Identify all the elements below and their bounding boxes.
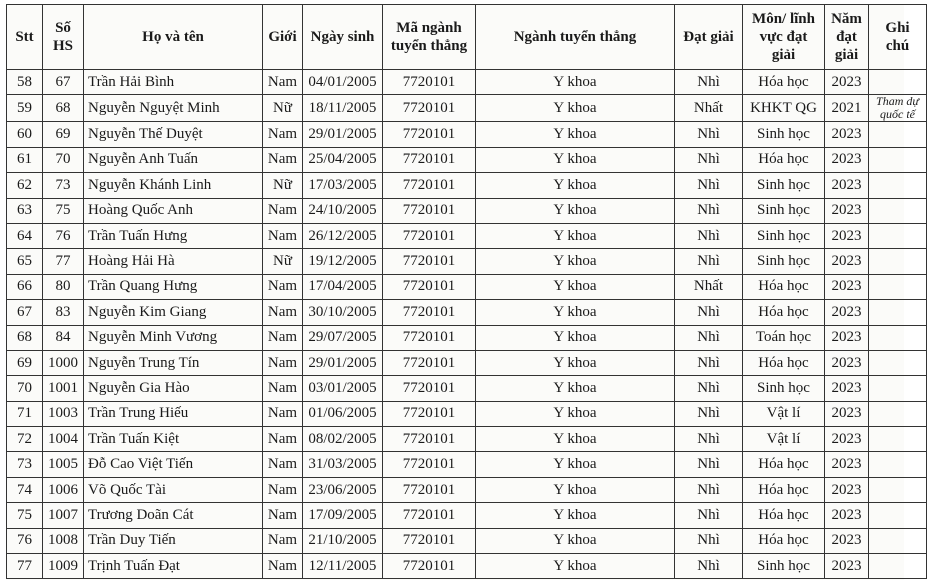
cell-ma-nganh: 7720101 <box>383 427 476 452</box>
cell-gioi: Nam <box>263 401 303 426</box>
cell-ma-nganh: 7720101 <box>383 528 476 553</box>
cell-ghi-chu <box>869 198 927 223</box>
cell-dat-giai: Nhì <box>675 249 743 274</box>
cell-stt: 71 <box>7 401 43 426</box>
cell-gioi: Nam <box>263 477 303 502</box>
cell-ma-nganh: 7720101 <box>383 350 476 375</box>
cell-mon: Hóa học <box>743 503 825 528</box>
cell-ghi-chu <box>869 350 927 375</box>
cell-dat-giai: Nhì <box>675 350 743 375</box>
cell-stt: 73 <box>7 452 43 477</box>
cell-ho-ten: Trịnh Tuấn Đạt <box>84 554 263 579</box>
cell-gioi: Nam <box>263 554 303 579</box>
header-ma-nganh-line1: Mã ngành <box>396 20 462 36</box>
student-table <box>6 4 927 579</box>
cell-stt: 70 <box>7 376 43 401</box>
cell-so-hs: 69 <box>43 122 84 147</box>
cell-ngay-sinh: 25/04/2005 <box>303 147 383 172</box>
cell-ho-ten: Nguyễn Kim Giang <box>84 300 263 325</box>
cell-ho-ten: Nguyễn Minh Vương <box>84 325 263 350</box>
cell-ngay-sinh: 29/07/2005 <box>303 325 383 350</box>
cell-ngay-sinh: 29/01/2005 <box>303 122 383 147</box>
cell-nam: 2023 <box>825 350 869 375</box>
cell-gioi: Nam <box>263 452 303 477</box>
cell-ho-ten: Nguyễn Thế Duyệt <box>84 122 263 147</box>
cell-so-hs: 76 <box>43 223 84 248</box>
cell-mon: Sinh học <box>743 249 825 274</box>
cell-ma-nganh: 7720101 <box>383 198 476 223</box>
cell-ma-nganh: 7720101 <box>383 147 476 172</box>
cell-ho-ten: Nguyễn Trung Tín <box>84 350 263 375</box>
cell-ghi-chu <box>869 528 927 553</box>
table-row <box>7 401 927 426</box>
cell-mon: Vật lí <box>743 427 825 452</box>
cell-nganh: Y khoa <box>476 376 675 401</box>
cell-gioi: Nam <box>263 70 303 95</box>
cell-ngay-sinh: 23/06/2005 <box>303 477 383 502</box>
cell-so-hs: 1001 <box>43 376 84 401</box>
cell-ho-ten: Trần Tuấn Hưng <box>84 223 263 248</box>
cell-gioi: Nữ <box>263 95 303 122</box>
cell-stt: 69 <box>7 350 43 375</box>
cell-so-hs: 1007 <box>43 503 84 528</box>
cell-dat-giai: Nhì <box>675 554 743 579</box>
cell-so-hs: 75 <box>43 198 84 223</box>
cell-gioi: Nam <box>263 300 303 325</box>
header-ma-nganh-line2: tuyển thẳng <box>390 38 468 54</box>
header-row <box>7 5 927 70</box>
cell-ghi-chu: Tham dự quốc tế <box>869 95 927 122</box>
cell-nganh: Y khoa <box>476 274 675 299</box>
cell-ma-nganh: 7720101 <box>383 95 476 122</box>
cell-mon: Toán học <box>743 325 825 350</box>
header-so-hs-line2: HS <box>52 38 73 54</box>
cell-ghi-chu <box>869 376 927 401</box>
header-ma-nganh <box>383 5 476 70</box>
cell-nganh: Y khoa <box>476 554 675 579</box>
cell-ho-ten: Trần Tuấn Kiệt <box>84 427 263 452</box>
cell-ghi-chu <box>869 274 927 299</box>
cell-stt: 62 <box>7 173 43 198</box>
cell-mon: Hóa học <box>743 452 825 477</box>
cell-mon: Sinh học <box>743 173 825 198</box>
cell-so-hs: 1006 <box>43 477 84 502</box>
cell-ghi-chu <box>869 173 927 198</box>
cell-dat-giai: Nhì <box>675 70 743 95</box>
cell-ho-ten: Nguyễn Anh Tuấn <box>84 147 263 172</box>
table-row <box>7 325 927 350</box>
table-row <box>7 350 927 375</box>
cell-nganh: Y khoa <box>476 95 675 122</box>
cell-nam: 2023 <box>825 70 869 95</box>
cell-stt: 72 <box>7 427 43 452</box>
cell-so-hs: 83 <box>43 300 84 325</box>
cell-ngay-sinh: 26/12/2005 <box>303 223 383 248</box>
cell-mon: Hóa học <box>743 300 825 325</box>
cell-gioi: Nam <box>263 198 303 223</box>
cell-ma-nganh: 7720101 <box>383 274 476 299</box>
cell-stt: 76 <box>7 528 43 553</box>
cell-ghi-chu <box>869 70 927 95</box>
table-row <box>7 147 927 172</box>
cell-dat-giai: Nhì <box>675 147 743 172</box>
cell-gioi: Nam <box>263 325 303 350</box>
cell-ngay-sinh: 12/11/2005 <box>303 554 383 579</box>
header-ngay-sinh: Ngày sinh <box>303 5 383 70</box>
table-row <box>7 122 927 147</box>
cell-mon: Sinh học <box>743 198 825 223</box>
cell-ngay-sinh: 19/12/2005 <box>303 249 383 274</box>
cell-nam: 2023 <box>825 452 869 477</box>
table-row <box>7 249 927 274</box>
cell-gioi: Nam <box>263 503 303 528</box>
cell-stt: 60 <box>7 122 43 147</box>
cell-ngay-sinh: 17/04/2005 <box>303 274 383 299</box>
cell-ghi-chu <box>869 122 927 147</box>
cell-dat-giai: Nhì <box>675 173 743 198</box>
cell-ngay-sinh: 18/11/2005 <box>303 95 383 122</box>
cell-ngay-sinh: 29/01/2005 <box>303 350 383 375</box>
table-row <box>7 173 927 198</box>
cell-ghi-chu <box>869 249 927 274</box>
cell-so-hs: 1000 <box>43 350 84 375</box>
cell-dat-giai: Nhì <box>675 452 743 477</box>
header-stt: Stt <box>7 5 43 70</box>
table-row <box>7 427 927 452</box>
cell-gioi: Nam <box>263 427 303 452</box>
cell-ho-ten: Nguyễn Khánh Linh <box>84 173 263 198</box>
cell-ngay-sinh: 04/01/2005 <box>303 70 383 95</box>
cell-ma-nganh: 7720101 <box>383 503 476 528</box>
table-row <box>7 274 927 299</box>
cell-ma-nganh: 7720101 <box>383 70 476 95</box>
cell-dat-giai: Nhất <box>675 274 743 299</box>
cell-so-hs: 67 <box>43 70 84 95</box>
cell-ghi-chu <box>869 427 927 452</box>
cell-nam: 2023 <box>825 554 869 579</box>
cell-ho-ten: Trương Doãn Cát <box>84 503 263 528</box>
cell-ho-ten: Trần Hải Bình <box>84 70 263 95</box>
header-nam-line2: đạt <box>836 29 857 45</box>
cell-ma-nganh: 7720101 <box>383 401 476 426</box>
cell-ho-ten: Võ Quốc Tài <box>84 477 263 502</box>
cell-mon: Sinh học <box>743 376 825 401</box>
cell-ma-nganh: 7720101 <box>383 477 476 502</box>
cell-ho-ten: Hoàng Quốc Anh <box>84 198 263 223</box>
cell-nganh: Y khoa <box>476 401 675 426</box>
cell-ma-nganh: 7720101 <box>383 249 476 274</box>
cell-nam: 2023 <box>825 300 869 325</box>
header-so-hs <box>43 5 84 70</box>
cell-ghi-chu <box>869 477 927 502</box>
cell-mon: Hóa học <box>743 477 825 502</box>
cell-nam: 2023 <box>825 325 869 350</box>
cell-stt: 74 <box>7 477 43 502</box>
header-nam-line3: giải <box>834 47 859 63</box>
cell-nam: 2023 <box>825 274 869 299</box>
header-mon <box>743 5 825 70</box>
cell-so-hs: 77 <box>43 249 84 274</box>
header-mon-line1: Môn/ lĩnh <box>752 11 815 27</box>
cell-ghi-chu <box>869 503 927 528</box>
cell-nganh: Y khoa <box>476 427 675 452</box>
cell-ngay-sinh: 30/10/2005 <box>303 300 383 325</box>
cell-gioi: Nam <box>263 528 303 553</box>
cell-ngay-sinh: 17/03/2005 <box>303 173 383 198</box>
cell-nganh: Y khoa <box>476 122 675 147</box>
cell-nam: 2023 <box>825 122 869 147</box>
cell-stt: 58 <box>7 70 43 95</box>
cell-gioi: Nam <box>263 376 303 401</box>
cell-stt: 65 <box>7 249 43 274</box>
cell-nam: 2023 <box>825 198 869 223</box>
cell-nganh: Y khoa <box>476 223 675 248</box>
cell-mon: Hóa học <box>743 350 825 375</box>
cell-ngay-sinh: 03/01/2005 <box>303 376 383 401</box>
cell-ghi-chu <box>869 147 927 172</box>
cell-ma-nganh: 7720101 <box>383 554 476 579</box>
cell-dat-giai: Nhì <box>675 300 743 325</box>
cell-ngay-sinh: 24/10/2005 <box>303 198 383 223</box>
cell-dat-giai: Nhì <box>675 122 743 147</box>
cell-gioi: Nữ <box>263 173 303 198</box>
cell-nganh: Y khoa <box>476 300 675 325</box>
cell-nganh: Y khoa <box>476 147 675 172</box>
cell-nganh: Y khoa <box>476 173 675 198</box>
cell-stt: 68 <box>7 325 43 350</box>
cell-stt: 67 <box>7 300 43 325</box>
cell-ho-ten: Trần Trung Hiếu <box>84 401 263 426</box>
cell-so-hs: 73 <box>43 173 84 198</box>
cell-ma-nganh: 7720101 <box>383 223 476 248</box>
cell-ngay-sinh: 01/06/2005 <box>303 401 383 426</box>
cell-ghi-chu <box>869 325 927 350</box>
header-so-hs-line1: Số <box>55 20 71 36</box>
cell-nganh: Y khoa <box>476 350 675 375</box>
cell-ghi-chu <box>869 554 927 579</box>
table-row <box>7 95 927 122</box>
cell-dat-giai: Nhì <box>675 477 743 502</box>
cell-nganh: Y khoa <box>476 198 675 223</box>
cell-ma-nganh: 7720101 <box>383 173 476 198</box>
table-row <box>7 70 927 95</box>
cell-so-hs: 1003 <box>43 401 84 426</box>
cell-ngay-sinh: 31/03/2005 <box>303 452 383 477</box>
cell-stt: 63 <box>7 198 43 223</box>
cell-nganh: Y khoa <box>476 503 675 528</box>
cell-dat-giai: Nhì <box>675 503 743 528</box>
cell-ma-nganh: 7720101 <box>383 122 476 147</box>
cell-ngay-sinh: 08/02/2005 <box>303 427 383 452</box>
header-ghi-chu: Ghi chú <box>869 5 927 70</box>
cell-nam: 2023 <box>825 503 869 528</box>
cell-gioi: Nam <box>263 274 303 299</box>
cell-ma-nganh: 7720101 <box>383 452 476 477</box>
cell-nam: 2023 <box>825 427 869 452</box>
cell-gioi: Nữ <box>263 249 303 274</box>
cell-gioi: Nam <box>263 147 303 172</box>
cell-nam: 2023 <box>825 147 869 172</box>
header-nam-line1: Năm <box>831 11 862 27</box>
table-row <box>7 300 927 325</box>
cell-ho-ten: Trần Duy Tiến <box>84 528 263 553</box>
cell-so-hs: 68 <box>43 95 84 122</box>
cell-ma-nganh: 7720101 <box>383 325 476 350</box>
cell-gioi: Nam <box>263 350 303 375</box>
cell-mon: KHKT QG <box>743 95 825 122</box>
cell-dat-giai: Nhì <box>675 223 743 248</box>
cell-ma-nganh: 7720101 <box>383 376 476 401</box>
cell-mon: Sinh học <box>743 554 825 579</box>
cell-stt: 66 <box>7 274 43 299</box>
cell-so-hs: 1005 <box>43 452 84 477</box>
header-gioi: Giới <box>263 5 303 70</box>
cell-ho-ten: Nguyễn Nguyệt Minh <box>84 95 263 122</box>
table-row <box>7 477 927 502</box>
cell-gioi: Nam <box>263 122 303 147</box>
cell-ho-ten: Trần Quang Hưng <box>84 274 263 299</box>
cell-nam: 2023 <box>825 173 869 198</box>
cell-dat-giai: Nhì <box>675 325 743 350</box>
cell-dat-giai: Nhì <box>675 401 743 426</box>
cell-mon: Vật lí <box>743 401 825 426</box>
cell-ma-nganh: 7720101 <box>383 300 476 325</box>
cell-so-hs: 80 <box>43 274 84 299</box>
cell-so-hs: 70 <box>43 147 84 172</box>
cell-so-hs: 1009 <box>43 554 84 579</box>
table-row <box>7 452 927 477</box>
table-row <box>7 376 927 401</box>
header-ho-ten: Họ và tên <box>84 5 263 70</box>
cell-mon: Hóa học <box>743 528 825 553</box>
cell-ngay-sinh: 17/09/2005 <box>303 503 383 528</box>
cell-ho-ten: Đỗ Cao Việt Tiến <box>84 452 263 477</box>
cell-mon: Sinh học <box>743 223 825 248</box>
cell-stt: 75 <box>7 503 43 528</box>
cell-ngay-sinh: 21/10/2005 <box>303 528 383 553</box>
cell-dat-giai: Nhì <box>675 198 743 223</box>
header-nganh: Ngành tuyển thẳng <box>476 5 675 70</box>
cell-nam: 2021 <box>825 95 869 122</box>
cell-dat-giai: Nhì <box>675 528 743 553</box>
cell-ho-ten: Hoàng Hải Hà <box>84 249 263 274</box>
cell-dat-giai: Nhì <box>675 376 743 401</box>
cell-gioi: Nam <box>263 223 303 248</box>
cell-dat-giai: Nhì <box>675 427 743 452</box>
cell-dat-giai: Nhất <box>675 95 743 122</box>
table-row <box>7 198 927 223</box>
cell-stt: 59 <box>7 95 43 122</box>
cell-so-hs: 1004 <box>43 427 84 452</box>
cell-so-hs: 1008 <box>43 528 84 553</box>
cell-nam: 2023 <box>825 376 869 401</box>
cell-ghi-chu <box>869 452 927 477</box>
cell-nganh: Y khoa <box>476 249 675 274</box>
cell-mon: Hóa học <box>743 147 825 172</box>
cell-mon: Sinh học <box>743 122 825 147</box>
table-row <box>7 528 927 553</box>
cell-nganh: Y khoa <box>476 477 675 502</box>
cell-ghi-chu <box>869 223 927 248</box>
cell-nam: 2023 <box>825 477 869 502</box>
cell-nam: 2023 <box>825 223 869 248</box>
cell-so-hs: 84 <box>43 325 84 350</box>
cell-nganh: Y khoa <box>476 528 675 553</box>
cell-mon: Hóa học <box>743 70 825 95</box>
table-row <box>7 223 927 248</box>
table-row <box>7 554 927 579</box>
cell-ghi-chu <box>869 401 927 426</box>
document-sheet <box>6 4 919 580</box>
header-nam <box>825 5 869 70</box>
cell-nganh: Y khoa <box>476 70 675 95</box>
table-row <box>7 503 927 528</box>
cell-stt: 77 <box>7 554 43 579</box>
cell-ghi-chu <box>869 300 927 325</box>
header-dat-giai: Đạt giải <box>675 5 743 70</box>
cell-stt: 64 <box>7 223 43 248</box>
cell-nganh: Y khoa <box>476 452 675 477</box>
cell-nam: 2023 <box>825 401 869 426</box>
cell-stt: 61 <box>7 147 43 172</box>
cell-ho-ten: Nguyễn Gia Hào <box>84 376 263 401</box>
cell-mon: Hóa học <box>743 274 825 299</box>
cell-nam: 2023 <box>825 249 869 274</box>
cell-nganh: Y khoa <box>476 325 675 350</box>
cell-nam: 2023 <box>825 528 869 553</box>
header-mon-line2: vực đạt <box>759 29 808 45</box>
header-mon-line3: giải <box>771 47 796 63</box>
